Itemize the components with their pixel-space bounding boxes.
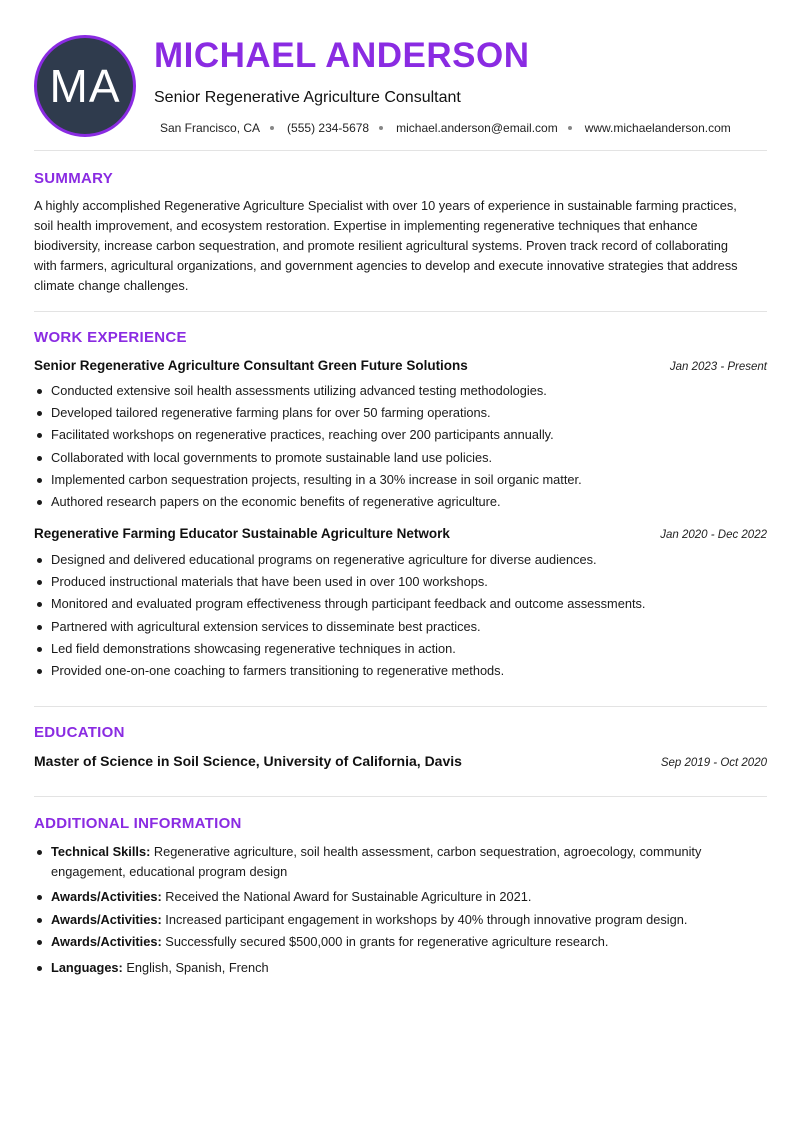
separator-dot: [270, 126, 274, 130]
list-item: Provided one-on-one coaching to farmers transitioning to regenerative methods.: [34, 660, 767, 682]
contact-email[interactable]: michael.anderson@email.com: [396, 121, 558, 135]
list-item: [34, 932, 754, 952]
list-item: Developed tailored regenerative farming plans for over 50 farming operations.: [34, 402, 767, 424]
info-label: Awards/Activities:: [51, 889, 162, 904]
info-text: English, Spanish, French: [126, 959, 269, 975]
job-dates: Jan 2023 - Present: [669, 361, 767, 373]
candidate-name: MICHAEL ANDERSON: [154, 36, 530, 75]
list-item: Monitored and evaluated program effectiveness through participant feedback and outcome assessments.: [34, 593, 767, 615]
job-title: Senior Regenerative Agriculture Consultant: [154, 89, 461, 106]
contact-phone: (555) 234-5678: [287, 121, 370, 135]
divider: [34, 311, 767, 312]
job-bullets: [34, 549, 767, 682]
avatar-initials: MA: [49, 60, 121, 112]
education-heading: EDUCATION: [34, 724, 125, 741]
education-dates: Sep 2019 - Oct 2020: [660, 757, 767, 769]
contact-location: San Francisco, CA: [160, 121, 261, 135]
info-text: Successfully secured $500,000 in grants for regenerative agriculture research.: [165, 934, 609, 949]
divider: [34, 796, 767, 797]
info-text: Increased participant engagement in workshops by 40% through innovative program design.: [165, 911, 688, 927]
info-label: Technical Skills:: [51, 844, 151, 859]
list-item: Designed and delivered educational programs on regenerative agriculture for diverse audiences.: [34, 549, 767, 571]
list-item: Conducted extensive soil health assessments utilizing advanced testing methodologies.: [34, 380, 767, 402]
job-dates: Jan 2020 - Dec 2022: [660, 529, 767, 541]
job-bullets: [34, 380, 767, 513]
info-text: Regenerative agriculture, soil health assessment, carbon sequestration, agroecology, community engagement, educational program design: [51, 844, 702, 879]
separator-dot: [379, 126, 383, 130]
info-label: Awards/Activities:: [51, 934, 162, 949]
list-item: Collaborated with local governments to promote sustainable land use policies.: [34, 447, 767, 469]
list-item: [34, 910, 754, 930]
experience-heading: WORK EXPERIENCE: [34, 329, 187, 346]
education-degree: Master of Science in Soil Science, University of California, Davis: [34, 753, 462, 769]
additional-list: [34, 842, 754, 980]
summary-heading: SUMMARY: [34, 170, 114, 187]
divider: [34, 150, 767, 151]
job-role: Senior Regenerative Agriculture Consultant Green Future Solutions: [34, 358, 468, 373]
list-item: Partnered with agricultural extension services to disseminate best practices.: [34, 616, 767, 638]
contact-website[interactable]: www.michaelanderson.com: [584, 121, 731, 135]
list-item: Produced instructional materials that have been used in over 100 workshops.: [34, 571, 767, 593]
list-item: Authored research papers on the economic benefits of regenerative agriculture.: [34, 491, 767, 513]
list-item: [34, 887, 754, 907]
divider: [34, 706, 767, 707]
info-text: Received the National Award for Sustainable Agriculture in 2021.: [165, 889, 532, 904]
list-item: Facilitated workshops on regenerative practices, reaching over 200 participants annually.: [34, 424, 767, 446]
info-label: Awards/Activities:: [51, 911, 162, 927]
additional-heading: ADDITIONAL INFORMATION: [34, 815, 242, 832]
education-entry: [34, 753, 767, 769]
list-item: [34, 842, 754, 881]
separator-dot: [568, 126, 572, 130]
info-label: Languages:: [51, 959, 123, 975]
avatar: [34, 35, 136, 137]
summary-text: A highly accomplished Regenerative Agriculture Specialist with over 10 years of experience in sustainable farming practices, soil health improvement, and ecosystem restoration. Expertise in implementing regenerative techniques that enhance biodiversity, increase carbon sequestration, and promote resilient agricultural systems. Proven track record of collaborating with farmers, agricultural organizations, and government agencies to develop and execute innovative strategies that address climate change challenges.: [34, 198, 738, 293]
list-item: Implemented carbon sequestration projects, resulting in a 30% increase in soil organic matter.: [34, 469, 767, 491]
job-header: [34, 526, 767, 541]
list-item: [34, 958, 754, 978]
job-role: Regenerative Farming Educator Sustainable Agriculture Network: [34, 526, 450, 541]
job-header: [34, 358, 767, 373]
contact-bar: [160, 121, 731, 135]
list-item: Led field demonstrations showcasing regenerative techniques in action.: [34, 638, 767, 660]
